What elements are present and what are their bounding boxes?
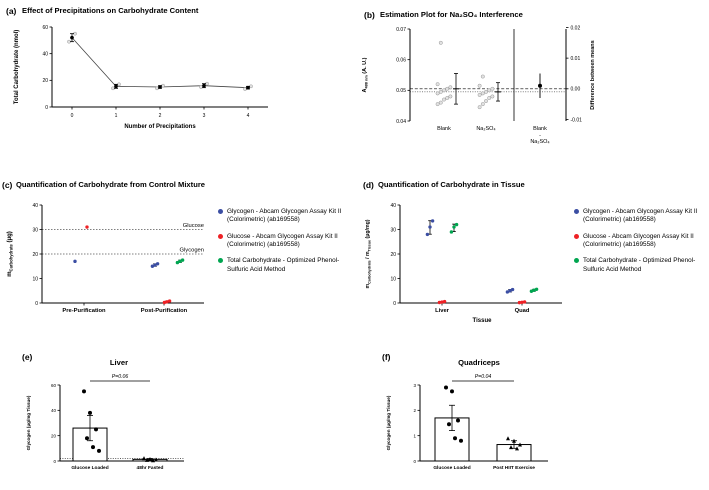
x-tick-label: Na₂SO₄ (476, 126, 496, 133)
y-tick-label: 2 (413, 408, 416, 414)
legend-panel-c (218, 208, 346, 274)
legend-item (218, 233, 346, 250)
x-tick-label: Quad (514, 308, 530, 315)
y2-tick-label: 0.01 (570, 56, 581, 63)
panel-f-label: (f) (382, 352, 391, 362)
glucose-series-marker (218, 234, 223, 239)
y-axis-label: $m_{Carbohydrate}$ (μg) (7, 231, 14, 278)
y-axis-label: Total Carbohydrate (nmol) (14, 30, 20, 105)
replicate-point (199, 86, 202, 89)
replicate-point (446, 88, 449, 91)
legend-item-label: Total Carbohydrate - Optimized Phenol-Sulfuric Acid Method (583, 257, 696, 273)
glycogen-series-marker (574, 209, 579, 214)
y-axis-label: Glycogen (μg/mg Tissue) (386, 396, 391, 451)
data-point (459, 439, 463, 443)
mean-point (246, 86, 250, 90)
total-carbohydrate-series-marker (218, 258, 223, 263)
data-point (456, 419, 460, 423)
panel-d-title: Quantification of Carbohydrate in Tissue (378, 180, 525, 189)
panel-e (22, 350, 207, 490)
mean-point (114, 85, 118, 89)
replicate-point (436, 83, 439, 86)
x-tick-label: Pre-Purification (62, 308, 106, 315)
data-point (523, 301, 526, 304)
panel-a-title: Effect of Precipitations on Carbohydrate Content (22, 6, 199, 15)
data-point (447, 423, 451, 427)
data-point (73, 260, 76, 263)
legend-panel-d (574, 208, 704, 274)
y-tick-label: 0.06 (396, 57, 406, 64)
panel-d-label: (d) (363, 180, 374, 190)
legend-item-label: Glucose - Abcam Glycogen Assay Kit II (Colorimetric) (ab169558) (583, 232, 694, 248)
legend-item (574, 208, 704, 225)
y-tick-label: 40 (42, 51, 48, 58)
y-tick-label: 10 (32, 276, 38, 283)
x-axis-label: Number of Precipitations (124, 124, 196, 131)
p-value-label: P=0.06 (111, 374, 129, 381)
data-point (511, 288, 514, 291)
y-axis-label: $m_{Carbohydrate} / m_{Tissue}$ (μg/mg) (365, 219, 372, 289)
replicate-point (439, 101, 442, 104)
y-tick-label: 40 (32, 203, 38, 210)
panel-f (382, 350, 572, 490)
replicate-point (478, 94, 481, 97)
replicate-point (436, 103, 439, 106)
x-tick-label: Blank (437, 126, 451, 133)
x-tick-label: Blank (533, 126, 547, 133)
y-tick-label: 0 (413, 459, 416, 465)
total-carbohydrate-series-marker (574, 258, 579, 263)
legend-item-label: Glucose - Abcam Glycogen Assay Kit II (Colorimetric) (ab169558) (227, 232, 338, 248)
y-tick-label: 0 (53, 459, 56, 465)
replicate-point (488, 97, 491, 100)
mean-point (158, 86, 162, 90)
data-point (94, 428, 98, 432)
chart-b-estimation-plot (352, 21, 682, 171)
chart-e-liver-bar (22, 369, 207, 490)
x-tick-label: 1 (114, 113, 118, 120)
axes (14, 25, 268, 111)
y-tick-label: 20 (390, 252, 396, 259)
y2-tick-label: 0.00 (570, 87, 581, 94)
data-point (452, 226, 455, 229)
y-tick-label: 10 (390, 276, 396, 283)
x-tick-label: Post-Purification (140, 308, 188, 315)
mean-point (202, 84, 206, 88)
panel-d (360, 178, 709, 346)
panel-b-label: (b) (364, 10, 375, 20)
replicate-point (491, 95, 494, 98)
y-tick-label: 60 (42, 25, 48, 32)
data-point (97, 449, 101, 453)
replicate-point (484, 91, 487, 94)
panel-a-label: (a) (6, 6, 17, 16)
replicate-point (449, 95, 452, 98)
y2-tick-label: -0.01 (570, 117, 582, 124)
panel-f-title: Quadriceps (458, 358, 500, 367)
legend-item (574, 257, 704, 274)
x-tick-label: Post HIIT Exercise (493, 466, 535, 472)
y-tick-label: 0 (393, 301, 396, 308)
legend-item (574, 233, 704, 250)
data-point (431, 220, 434, 223)
x-axis-label: Tissue (472, 318, 492, 325)
x-tick-label: Na₂SO₄ (530, 139, 550, 146)
p-value-label: P=0.04 (474, 374, 492, 381)
x-tick-label: - (539, 132, 541, 139)
chart-d-tissue-scatter (360, 193, 572, 341)
x-tick-label: 2 (158, 113, 162, 120)
data-point (142, 457, 146, 461)
series-line (72, 38, 248, 88)
data-point (85, 226, 88, 229)
panel-e-title: Liver (109, 358, 129, 367)
y-tick-label: 0.07 (396, 27, 406, 34)
replicate-point (488, 89, 491, 92)
data-point (450, 390, 454, 394)
y-tick-label: 20 (50, 433, 56, 439)
difference-mean-point (538, 84, 542, 88)
replicate-point (481, 103, 484, 106)
replicate-point (446, 97, 449, 100)
replicate-point (442, 89, 445, 92)
y-tick-label: 0.04 (396, 119, 406, 126)
x-tick-label: 0 (70, 113, 74, 120)
replicate-point (439, 42, 442, 45)
y-tick-label: 20 (42, 78, 48, 85)
x-tick-label: 4 (246, 113, 250, 120)
chart-c-control-mixture-scatter (2, 193, 214, 341)
y-tick-label: 20 (32, 252, 38, 259)
data-point (428, 226, 431, 229)
data-point (453, 437, 457, 441)
legend-item (218, 208, 346, 225)
replicate-point (442, 98, 445, 101)
data-point (455, 223, 458, 226)
y-axis-label: Glycogen (μg/mg Tissue) (26, 396, 31, 451)
data-point (450, 231, 453, 234)
y-tick-label: 40 (390, 203, 396, 210)
data-point (443, 300, 446, 303)
data-point (506, 437, 510, 441)
data-point (168, 300, 171, 303)
y-tick-label: 3 (413, 383, 416, 389)
y-tick-label: 30 (390, 227, 396, 234)
axes (362, 27, 410, 125)
panel-c-label: (c) (2, 180, 13, 190)
panel-e-label: (e) (22, 352, 33, 362)
y-axis-label: $A_{488 nm}$ (A. U.) (362, 58, 369, 93)
replicate-point (436, 92, 439, 95)
data-point (82, 390, 86, 394)
x-tick-label: Glucose Loaded (71, 466, 109, 472)
data-point (444, 386, 448, 390)
y-tick-label: 0.05 (396, 88, 406, 95)
legend-item (218, 257, 346, 274)
replicate-point (481, 75, 484, 78)
chart-f-quadriceps-bar (382, 369, 572, 490)
y-tick-label: 60 (50, 383, 56, 389)
y-tick-label: 0 (45, 105, 48, 112)
reference-line-label: Glycogen (179, 247, 204, 254)
replicate-point (478, 106, 481, 109)
glucose-series-marker (574, 234, 579, 239)
chart-a-precipitations-line (6, 19, 296, 153)
y-tick-label: 40 (50, 408, 56, 414)
data-point (85, 437, 89, 441)
legend-item-label: Total Carbohydrate - Optimized Phenol-Sulfuric Acid Method (227, 257, 340, 273)
x-tick-label: Liver (435, 308, 449, 315)
y-tick-label: 1 (413, 433, 416, 439)
x-tick-label: 48hr Fasted (136, 466, 164, 472)
y-tick-label: 0 (35, 301, 38, 308)
replicate-point (478, 85, 481, 88)
panel-c (2, 178, 352, 346)
panel-a (6, 4, 296, 174)
data-point (88, 411, 92, 415)
replicate-point (439, 91, 442, 94)
replicate-point (449, 86, 452, 89)
x-tick-label: Glucose Loaded (433, 466, 471, 472)
panel-b-title: Estimation Plot for Na₂SO₄ Interference (380, 10, 523, 19)
legend-item-label: Glycogen - Abcam Glycogen Assay Kit II (Colorimetric) (ab169558) (583, 208, 698, 224)
data-point (181, 259, 184, 262)
data-point (91, 446, 95, 450)
reference-line-label: Glucose (182, 223, 204, 230)
panel-b (352, 4, 682, 184)
replicate-point (481, 92, 484, 95)
y2-axis-label: Difference between means (590, 40, 596, 111)
mean-point (70, 36, 74, 40)
replicate-point (484, 100, 487, 103)
data-point (156, 263, 159, 266)
axes (7, 203, 204, 307)
data-point (426, 233, 429, 236)
glycogen-series-marker (218, 209, 223, 214)
legend-item-label: Glycogen - Abcam Glycogen Assay Kit II (Colorimetric) (ab169558) (227, 208, 342, 224)
y2-tick-label: 0.02 (570, 25, 581, 32)
data-point (535, 288, 538, 291)
x-tick-label: 3 (202, 113, 206, 120)
panel-c-title: Quantification of Carbohydrate from Control Mixture (16, 180, 206, 189)
replicate-point (491, 88, 494, 91)
y-tick-label: 30 (32, 227, 38, 234)
